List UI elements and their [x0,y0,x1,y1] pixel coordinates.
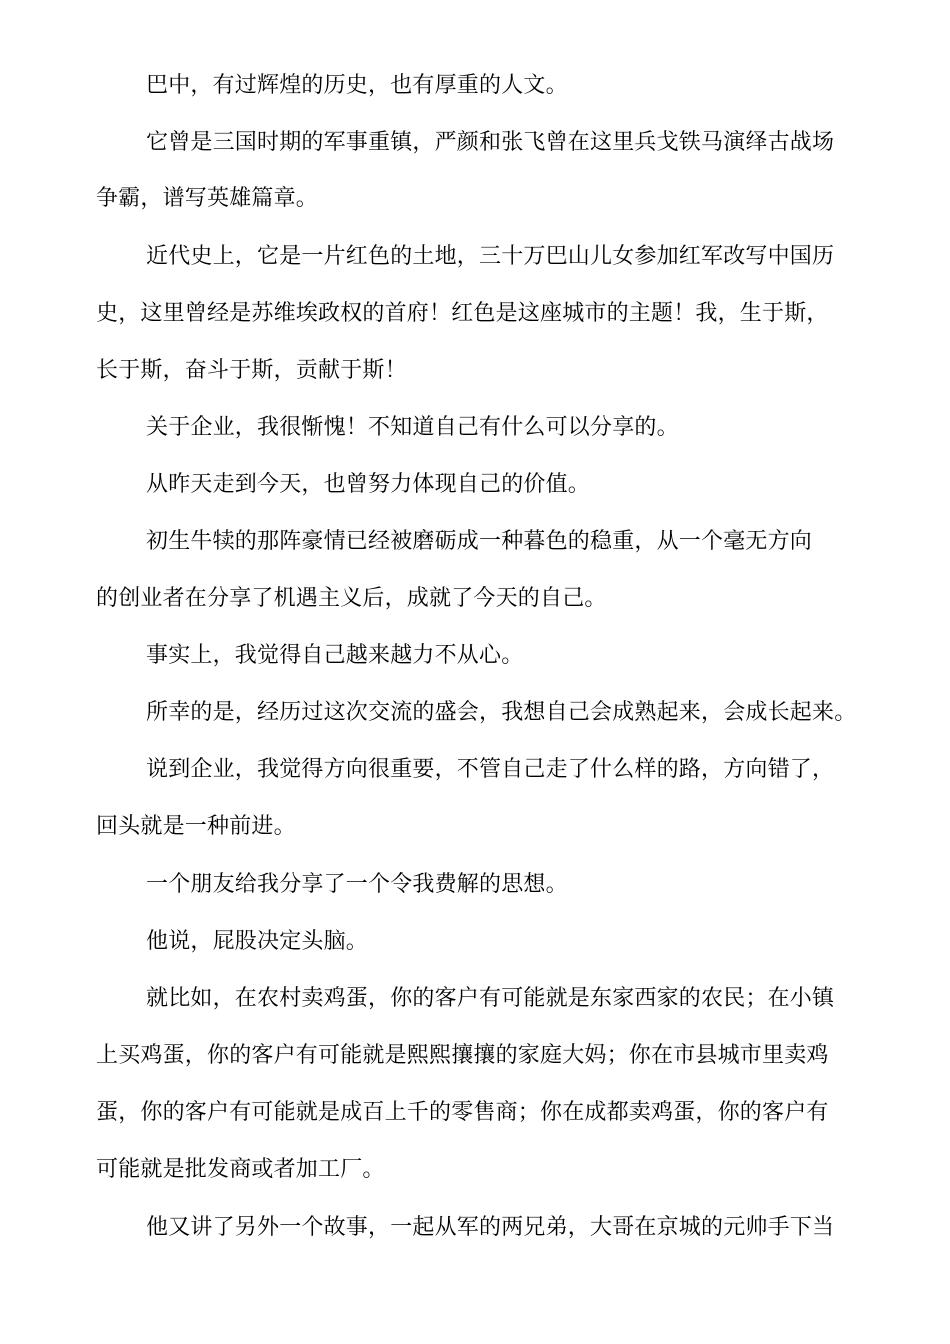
text-line: 它曾是三国时期的军事重镇，严颜和张飞曾在这里兵戈铁马演绎古战场 [146,130,835,155]
text-line: 可能就是批发商或者加工厂。 [96,1157,385,1182]
text-line: 他说，屁股决定头脑。 [146,929,369,954]
text-line: 近代史上，它是一片红色的土地，三十万巴山儿女参加红军改写中国历 [146,244,835,269]
text-line: 蛋，你的客户有可能就是成百上千的零售商；你在成都卖鸡蛋，你的客户有 [96,1100,829,1125]
text-line: 上买鸡蛋，你的客户有可能就是熙熙攘攘的家庭大妈；你在市县城市里卖鸡 [96,1043,829,1068]
text-line: 一个朋友给我分享了一个令我费解的思想。 [146,872,568,897]
text-line: 说到企业，我觉得方向很重要，不管自己走了什么样的路，方向错了， [146,757,835,782]
text-line: 从昨天走到今天，也曾努力体现自己的价值。 [146,472,591,497]
text-line: 巴中，有过辉煌的历史，也有厚重的人文。 [146,73,568,98]
text-line: 长于斯，奋斗于斯，贡献于斯！ [96,358,407,383]
text-line: 争霸，谱写英雄篇章。 [96,186,319,211]
text-line: 关于企业，我很惭愧！不知道自己有什么可以分享的。 [146,415,679,440]
text-line: 他又讲了另外一个故事，一起从军的两兄弟，大哥在京城的元帅手下当 [146,1215,835,1240]
text-line: 回头就是一种前进。 [96,814,296,839]
text-line: 就比如，在农村卖鸡蛋，你的客户有可能就是东家西家的农民；在小镇 [146,986,835,1011]
text-line: 事实上，我觉得自己越来越力不从心。 [146,643,524,668]
text-line: 史，这里曾经是苏维埃政权的首府！红色是这座城市的主题！我，生于斯， [96,301,829,326]
text-line: 初生牛犊的那阵豪情已经被磨砺成一种暮色的稳重，从一个毫无方向 [146,529,813,554]
text-line: 所幸的是，经历过这次交流的盛会，我想自己会成熟起来，会成长起来。 [146,700,857,725]
text-line: 的创业者在分享了机遇主义后，成就了今天的自己。 [96,586,607,611]
